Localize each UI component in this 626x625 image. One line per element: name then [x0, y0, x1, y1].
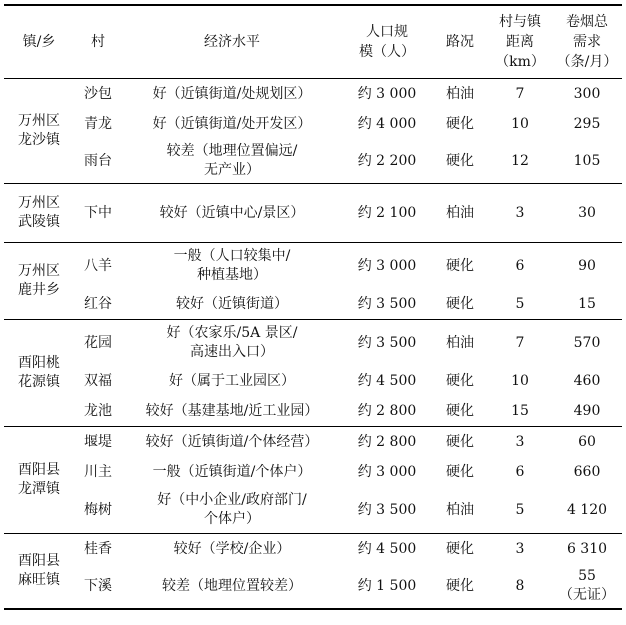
header-distance: 村与镇 距离 （km） [488, 5, 552, 79]
town-cell: 万州区 鹿井乡 [4, 243, 74, 320]
demand-cell: 90 [552, 243, 622, 290]
road-cell: 硬化 [432, 564, 488, 609]
economy-cell: 一般（人口较集中/ 种植基地） [122, 243, 342, 290]
population-cell: 约 1 500 [342, 564, 432, 609]
town-cell: 万州区 武陵镇 [4, 184, 74, 243]
economy-cell: 较好（近镇街道） [176, 295, 288, 312]
town-cell: 酉阳县 麻旺镇 [4, 534, 74, 610]
village-cell: 沙包 [74, 79, 122, 110]
road-cell: 硬化 [432, 534, 488, 565]
economy-cell: 较差（地理位置偏远/ 无产业） [166, 143, 298, 178]
village-cell: 下中 [74, 184, 122, 243]
table-row [4, 564, 622, 609]
demand-cell: 490 [573, 402, 601, 419]
economy-cell: 较好（近镇中心/景区） [122, 184, 342, 243]
demand-cell: 30 [552, 184, 622, 243]
population-cell: 约 2 200 [357, 152, 417, 169]
header-economy: 经济水平 [122, 5, 342, 79]
distance-cell: 10 [511, 115, 529, 132]
demand-cell: 60 [552, 427, 622, 458]
economy-cell: 好（中小企业/政府部门/ 个体户） [157, 492, 307, 527]
population-cell: 约 4 000 [357, 115, 417, 132]
town-cell: 酉阳桃 花源镇 [4, 320, 74, 427]
table-row [4, 79, 622, 110]
village-cell: 下溪 [74, 564, 122, 609]
village-cell: 八羊 [74, 243, 122, 290]
economy-cell: 较好（基建基地/近工业园） [145, 402, 319, 419]
town-cell: 万州区 龙沙镇 [4, 79, 74, 184]
table-row [4, 243, 622, 290]
demand-cell: 6 310 [552, 534, 622, 565]
economy-cell: 较差（地理位置较差） [122, 564, 342, 609]
road-cell: 柏油 [432, 79, 488, 110]
population-cell: 约 3 000 [342, 243, 432, 290]
demand-cell: 105 [573, 152, 601, 169]
population-cell: 约 3 500 [342, 320, 432, 367]
road-cell: 柏油 [446, 501, 474, 518]
population-cell: 约 3 000 [342, 79, 432, 110]
road-cell: 硬化 [446, 295, 474, 312]
distance-cell: 6 [515, 463, 525, 480]
distance-cell: 8 [488, 564, 552, 609]
header-town: 镇/乡 [4, 5, 74, 79]
road-cell: 硬化 [446, 402, 474, 419]
village-cell: 红谷 [84, 295, 112, 312]
town-cell: 酉阳县 龙潭镇 [4, 427, 74, 534]
distance-cell: 12 [511, 152, 529, 169]
village-cell: 雨台 [84, 152, 112, 169]
distance-cell: 3 [488, 534, 552, 565]
population-cell: 约 2 800 [342, 427, 432, 458]
village-cell: 川主 [84, 463, 112, 480]
demand-cell: 295 [573, 115, 601, 132]
road-cell: 硬化 [432, 243, 488, 290]
road-cell: 硬化 [446, 152, 474, 169]
village-cell: 桂香 [74, 534, 122, 565]
table-row [4, 487, 622, 534]
economy-cell: 较好（学校/企业） [122, 534, 342, 565]
distance-cell: 3 [488, 184, 552, 243]
population-cell: 约 3 500 [357, 501, 417, 518]
road-cell: 硬化 [446, 372, 474, 389]
demand-cell: 660 [573, 463, 601, 480]
population-cell: 约 3 000 [357, 463, 417, 480]
table-row [4, 366, 622, 396]
demand-cell: 460 [573, 372, 601, 389]
table-row [4, 534, 622, 565]
distance-cell: 5 [515, 295, 525, 312]
table-row [4, 320, 622, 367]
economy-cell: 好（属于工业园区） [169, 372, 295, 389]
distance-cell: 6 [488, 243, 552, 290]
table-row [4, 139, 622, 184]
road-cell: 硬化 [446, 115, 474, 132]
distance-cell: 3 [488, 427, 552, 458]
header-demand: 卷烟总 需求 （条/月） [552, 5, 622, 79]
economy-cell: 好（农家乐/5A 景区/ 高速出入口） [122, 320, 342, 367]
table-row [4, 457, 622, 487]
economy-cell: 较好（近镇街道/个体经营） [122, 427, 342, 458]
table-row [4, 396, 622, 427]
population-cell: 约 4 500 [342, 534, 432, 565]
distance-cell: 7 [488, 320, 552, 367]
header-row [4, 5, 622, 79]
header-road: 路况 [432, 5, 488, 79]
village-cell: 堰堤 [74, 427, 122, 458]
village-cell: 青龙 [84, 115, 112, 132]
village-cigarette-demand-table [4, 4, 622, 610]
village-cell: 梅树 [84, 501, 112, 518]
road-cell: 硬化 [446, 463, 474, 480]
distance-cell: 10 [511, 372, 529, 389]
table-row [4, 109, 622, 139]
header-village: 村 [74, 5, 122, 79]
demand-cell: 300 [552, 79, 622, 110]
distance-cell: 15 [511, 402, 529, 419]
road-cell: 柏油 [432, 320, 488, 367]
population-cell: 约 3 500 [357, 295, 417, 312]
economy-cell: 好（近镇街道/处规划区） [122, 79, 342, 110]
table-row [4, 289, 622, 320]
header-population: 人口规 模（人） [342, 5, 432, 79]
demand-cell: 570 [552, 320, 622, 367]
economy-cell: 好（近镇街道/处开发区） [152, 115, 312, 132]
distance-cell: 7 [488, 79, 552, 110]
demand-cell: 15 [578, 295, 596, 312]
village-cell: 花园 [74, 320, 122, 367]
road-cell: 柏油 [432, 184, 488, 243]
demand-cell: 55 （无证） [552, 564, 622, 609]
table-row [4, 427, 622, 458]
demand-cell: 4 120 [566, 501, 608, 518]
village-cell: 双福 [84, 372, 112, 389]
table-row [4, 184, 622, 243]
population-cell: 约 2 800 [357, 402, 417, 419]
road-cell: 硬化 [432, 427, 488, 458]
distance-cell: 5 [515, 501, 525, 518]
economy-cell: 一般（近镇街道/个体户） [152, 463, 312, 480]
population-cell: 约 4 500 [357, 372, 417, 389]
population-cell: 约 2 100 [342, 184, 432, 243]
village-cell: 龙池 [84, 402, 112, 419]
